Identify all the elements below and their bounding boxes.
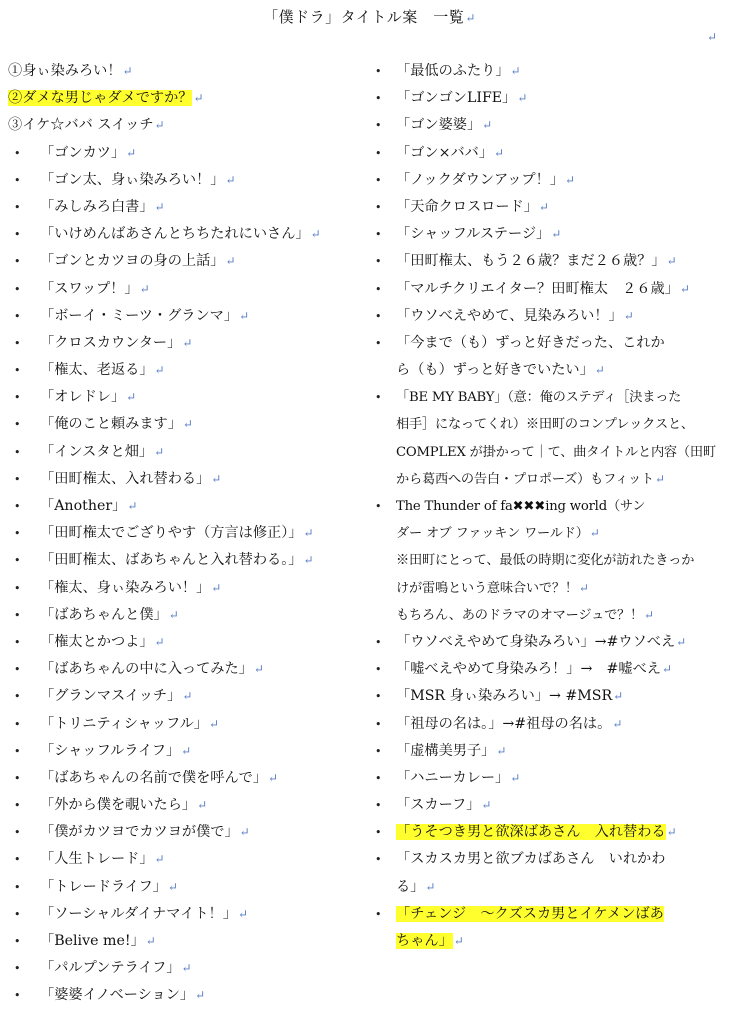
paragraph-mark-icon: ↵ xyxy=(453,934,464,948)
item-text: 「スワップ！」 xyxy=(40,280,139,297)
bullet-item xyxy=(375,656,720,683)
paragraph-mark-icon: ↵ xyxy=(482,118,493,133)
paragraph-mark-icon: ↵ xyxy=(517,91,528,106)
item-text: 「嘘べえやめて身染みろ！」→ #嘘べえ xyxy=(396,661,661,678)
continuation-line xyxy=(375,439,720,466)
bullet-item xyxy=(8,792,360,819)
bullet-item xyxy=(8,411,360,438)
paragraph-mark-icon: ↵ xyxy=(425,879,436,894)
right-column xyxy=(375,58,720,955)
paragraph-mark-icon: ↵ xyxy=(168,607,179,622)
bullet-item xyxy=(8,765,360,792)
item-text: 「シャッフルステージ」 xyxy=(396,226,551,243)
bullet-item xyxy=(8,874,360,901)
continuation-line xyxy=(375,411,720,438)
bullet-item xyxy=(8,982,360,1009)
continuation-line xyxy=(375,357,720,384)
bullet-item xyxy=(375,384,720,411)
item-text: 「外から僕を覗いたら」 xyxy=(40,797,197,814)
paragraph-mark-icon: ↵ xyxy=(564,172,576,187)
item-text: 「田町権太、もう２６歳？まだ２６歳？」 xyxy=(396,253,666,270)
bullet-item xyxy=(8,575,360,602)
item-text: 「クロスカウンター」 xyxy=(40,334,182,351)
bullet-item xyxy=(8,303,360,330)
continuation-line xyxy=(375,520,720,547)
paragraph-mark-icon: ↵ xyxy=(211,471,222,486)
bullet-item xyxy=(375,819,720,846)
item-text: 「いけめんばあさんとちちたれにいさん」 xyxy=(40,226,310,243)
bullet-item xyxy=(8,194,360,221)
item-text: 「パルプンテライフ」 xyxy=(40,960,181,977)
paragraph-mark-icon: ↵ xyxy=(623,308,634,323)
paragraph-mark-icon: ↵ xyxy=(182,417,193,432)
numbered-item xyxy=(8,58,360,85)
item-text: 「ゴン太、身ぃ染みろい！」 xyxy=(40,171,225,188)
item-text: 「ゴンカツ」 xyxy=(40,144,126,161)
paragraph-mark-icon: ↵ xyxy=(612,716,623,731)
item-text: 「ウソべえやめて身染みろい」→#ウソべえ xyxy=(396,633,676,650)
paragraph-mark-icon: ↵ xyxy=(644,607,654,622)
bullet-item xyxy=(8,602,360,629)
item-text: 「田町権太、入れ替わる」 xyxy=(40,470,211,487)
paragraph-mark-icon: ↵ xyxy=(225,254,236,269)
bullet-item xyxy=(375,765,720,792)
paragraph-mark-icon: ↵ xyxy=(239,308,250,323)
paragraph-mark-icon: ↵ xyxy=(661,662,673,677)
item-text: 「ウソべえやめて、見染みろい！」 xyxy=(396,307,623,324)
item-text: 「トレードライフ」 xyxy=(40,878,167,895)
item-text: 「ばあちゃんの中に入ってみた」 xyxy=(40,661,253,678)
item-text: 「婆婆イノベーション」 xyxy=(40,987,195,1004)
paragraph-mark-icon: ↵ xyxy=(551,227,562,242)
bullet-item xyxy=(375,221,720,248)
item-text: ら（も）ずっと好きでいたい」 xyxy=(396,362,594,379)
bullet-item xyxy=(375,711,720,738)
paragraph-mark-icon: ↵ xyxy=(679,281,690,296)
item-text: る」 xyxy=(396,878,425,895)
item-text: 「インスタと畑」 xyxy=(40,443,154,460)
bullet-item xyxy=(8,955,360,982)
paragraph-mark-icon: ↵ xyxy=(208,716,220,731)
paragraph-mark-icon: ↵ xyxy=(139,281,150,296)
bullet-item xyxy=(375,112,720,139)
item-text: 「ハニーカレー」 xyxy=(396,769,510,786)
paragraph-mark-icon: ↵ xyxy=(268,770,279,785)
paragraph-mark-icon: ↵ xyxy=(666,254,677,269)
paragraph-mark-icon: ↵ xyxy=(145,934,156,948)
bullet-item xyxy=(375,792,720,819)
paragraph-mark-icon: ↵ xyxy=(676,634,687,649)
item-text: 「人生トレード」 xyxy=(40,851,154,868)
paragraph-mark-icon: ↵ xyxy=(127,499,138,513)
paragraph-mark-icon: ↵ xyxy=(706,30,717,44)
bullet-item xyxy=(375,167,720,194)
item-text: ちゃん」 xyxy=(396,933,453,949)
continuation-line xyxy=(375,602,720,629)
item-text: COMPLEX が掛かって｜て、曲タイトルと内容（田町 xyxy=(396,444,716,460)
bullet-item xyxy=(8,520,360,547)
bullet-item xyxy=(8,656,360,683)
bullet-item xyxy=(8,466,360,493)
paragraph-mark-icon: ↵ xyxy=(237,906,248,921)
bullet-item xyxy=(8,901,360,928)
item-text: 「今まで（も）ずっと好きだった、これか xyxy=(396,334,665,351)
paragraph-mark-icon: ↵ xyxy=(211,580,222,595)
paragraph-mark-icon: ↵ xyxy=(154,444,165,459)
document-title-text: 「僕ドラ」タイトル案 一覧 xyxy=(263,8,465,26)
bullet-item xyxy=(8,738,360,765)
paragraph-mark-icon: ↵ xyxy=(303,553,314,568)
item-text: 「マルチクリエイター？田町権太 ２６歳」 xyxy=(396,280,679,297)
continuation-line xyxy=(375,874,720,901)
paragraph-mark-icon: ↵ xyxy=(154,852,165,867)
item-text: 「BE MY BABY」（意：俺のステディ［決まった xyxy=(396,390,682,406)
continuation-line xyxy=(375,547,720,574)
bullet-item xyxy=(8,493,360,520)
paragraph-mark-icon: ↵ xyxy=(303,526,314,541)
paragraph-mark-icon: ↵ xyxy=(126,145,137,160)
bullet-item xyxy=(375,901,720,928)
item-text: 「天命クロスロード」 xyxy=(396,198,538,215)
bullet-item xyxy=(375,493,720,520)
item-text: 「ゴンとカツヨの身の上話」 xyxy=(40,253,225,270)
item-text: 「みしみろ白書」 xyxy=(40,198,154,215)
paragraph-mark-icon: ↵ xyxy=(481,798,492,813)
bullet-item xyxy=(8,547,360,574)
bullet-item xyxy=(375,85,720,112)
paragraph-mark-icon: ↵ xyxy=(195,988,206,1003)
paragraph-mark-icon: ↵ xyxy=(494,145,505,160)
bullet-item xyxy=(375,248,720,275)
item-text: 「Belive me!」 xyxy=(40,933,145,949)
continuation-line xyxy=(375,575,720,602)
bullet-item xyxy=(8,276,360,303)
paragraph-mark-icon: ↵ xyxy=(182,689,193,704)
item-text: もちろん、あのドラマのオマージュで？！ xyxy=(396,607,644,623)
numbered-item xyxy=(8,85,360,112)
document-title xyxy=(0,6,739,27)
item-text: けが雷鳴という意味合いで？！ xyxy=(396,580,578,596)
item-text: 相手］になってくれ）※田町のコンプレックスと、 xyxy=(396,417,694,433)
item-text: 「ゴン婆婆」 xyxy=(396,117,482,134)
item-text: 「僕がカツヨでカツヨが僕で」 xyxy=(40,824,239,841)
item-text: ※田町にとって、最低の時期に変化が訪れたきっか xyxy=(396,553,695,569)
bullet-item xyxy=(375,276,720,303)
item-text: 「グランマスイッチ」 xyxy=(40,688,182,705)
paragraph-mark-icon: ↵ xyxy=(181,961,192,976)
bullet-item xyxy=(375,683,720,710)
item-text: 「MSR 身ぃ染みろい」→ #MSR xyxy=(396,688,613,705)
numbered-item xyxy=(8,112,360,139)
paragraph-mark-icon: ↵ xyxy=(666,825,677,840)
item-text: 「最低のふたり」 xyxy=(396,63,510,79)
paragraph-mark-icon: ↵ xyxy=(594,363,605,378)
paragraph-mark-icon: ↵ xyxy=(538,199,549,214)
item-text: ダー オブ ファッキン ワールド） xyxy=(396,526,589,542)
bullet-item xyxy=(375,58,720,85)
bullet-item xyxy=(8,683,360,710)
item-text: 「権太とかつよ」 xyxy=(40,633,154,650)
item-text: 「スカスカ男と欲ブカばあさん いれかわ xyxy=(396,851,666,868)
bullet-item xyxy=(8,357,360,384)
paragraph-mark-icon: ↵ xyxy=(225,172,236,187)
bullet-item xyxy=(375,194,720,221)
bullet-item xyxy=(8,167,360,194)
item-text: 「田町権太でござりやす（方言は修正）」 xyxy=(40,525,303,542)
paragraph-mark-icon: ↵ xyxy=(197,798,208,813)
item-text: 「権太、老返る」 xyxy=(40,362,154,379)
item-text: ①身ぃ染みろい！ xyxy=(8,63,122,79)
bullet-item xyxy=(8,819,360,846)
item-text: 「ノックダウンアップ！」 xyxy=(396,171,564,188)
bullet-item xyxy=(375,330,720,357)
item-text: 「Another」 xyxy=(40,498,127,514)
paragraph-mark-icon: ↵ xyxy=(154,634,165,649)
item-text: 「ソーシャルダイナマイト！」 xyxy=(40,905,237,922)
bullet-item xyxy=(8,384,360,411)
item-text: 「祖母の名は。」→#祖母の名は。 xyxy=(396,715,612,732)
item-text: 「オレドレ」 xyxy=(40,389,126,406)
item-text: 「スカーフ」 xyxy=(396,797,481,814)
paragraph-mark-icon: ↵ xyxy=(167,879,178,894)
paragraph-mark-icon: ↵ xyxy=(510,64,521,78)
paragraph-mark-icon: ↵ xyxy=(182,335,193,350)
paragraph-mark-icon: ↵ xyxy=(496,743,507,758)
bullet-item xyxy=(8,248,360,275)
paragraph-mark-icon: ↵ xyxy=(239,825,250,840)
paragraph-mark-icon: ↵ xyxy=(578,580,589,595)
bullet-item xyxy=(375,738,720,765)
paragraph-mark-icon: ↵ xyxy=(193,91,204,106)
item-text: 「俺のこと頼みます」 xyxy=(40,416,182,433)
paragraph-mark-icon: ↵ xyxy=(253,662,264,677)
bullet-item xyxy=(8,330,360,357)
item-text: 「虚構美男子」 xyxy=(396,742,496,759)
bullet-item xyxy=(375,846,720,873)
paragraph-mark-icon: ↵ xyxy=(465,11,476,25)
paragraph-mark-icon: ↵ xyxy=(181,743,192,758)
item-text: から葛西への告白・プロポーズ）もフィット xyxy=(396,471,655,487)
bullet-item xyxy=(375,629,720,656)
item-text: 「うそつき男と欲深ばあさん 入れ替わる xyxy=(396,824,666,841)
item-text: 「権太、身ぃ染みろい！」 xyxy=(40,579,211,596)
paragraph-mark-icon: ↵ xyxy=(613,689,624,704)
paragraph-mark-icon: ↵ xyxy=(154,199,165,214)
bullet-item xyxy=(8,629,360,656)
item-text: 「ゴンゴンLIFE」 xyxy=(396,90,517,107)
item-text: ②ダメな男じゃダメですか？ xyxy=(8,90,193,107)
bullet-item xyxy=(8,711,360,738)
bullet-item xyxy=(8,221,360,248)
continuation-line xyxy=(375,466,720,493)
continuation-line xyxy=(375,928,720,955)
paragraph-mark-icon: ↵ xyxy=(126,390,137,405)
paragraph-mark-icon: ↵ xyxy=(655,471,665,486)
bullet-item xyxy=(8,140,360,167)
paragraph-mark-icon: ↵ xyxy=(510,770,521,785)
item-text: The Thunder of fa✖✖✖ing world（サン xyxy=(396,499,646,514)
bullet-item xyxy=(375,303,720,330)
paragraph-mark-icon: ↵ xyxy=(589,526,600,541)
paragraph-mark-icon: ↵ xyxy=(122,64,133,78)
paragraph-mark-icon: ↵ xyxy=(154,118,165,133)
item-text: 「ばあちゃんと僕」 xyxy=(40,606,168,623)
item-text: ③イケ☆ババ スイッチ xyxy=(8,117,154,134)
bullet-item xyxy=(375,140,720,167)
paragraph-mark-icon: ↵ xyxy=(154,363,165,378)
item-text: 「シャッフルライフ」 xyxy=(40,742,181,759)
bullet-item xyxy=(8,439,360,466)
item-text: 「ゴン×ババ」 xyxy=(396,144,494,161)
item-text: 「トリニティシャッフル」 xyxy=(40,715,208,732)
paragraph-mark-icon: ↵ xyxy=(310,227,321,242)
item-text: 「ばあちゃんの名前で僕を呼んで」 xyxy=(40,769,268,786)
item-text: 「ボーイ・ミーツ・グランマ」 xyxy=(40,307,239,324)
left-column xyxy=(8,58,360,1010)
item-text: 「田町権太、ばあちゃんと入れ替わる。」 xyxy=(40,552,303,569)
bullet-item xyxy=(8,928,360,955)
item-text: 「チェンジ ～クズスカ男とイケメンばあ xyxy=(396,905,664,922)
bullet-item xyxy=(8,846,360,873)
